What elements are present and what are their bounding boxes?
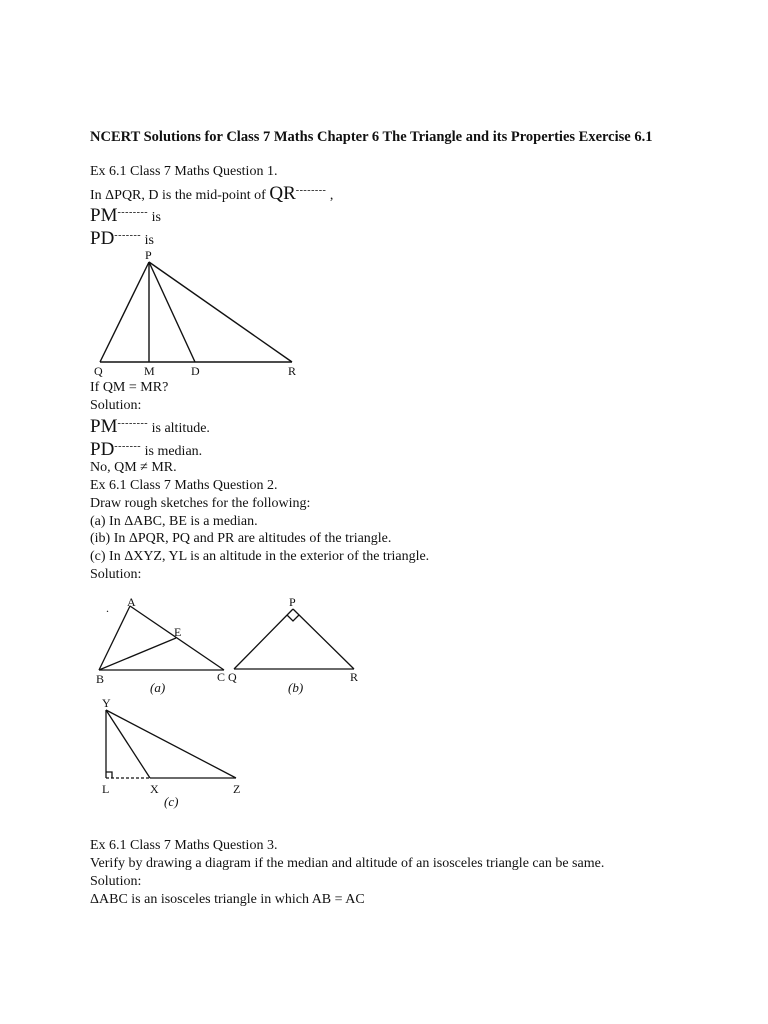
fig-b-label-r: R [350,670,359,684]
q2-part-b: (ib) In ΔPQR, PQ and PR are altitudes of the triangle. [90,531,392,546]
q3-statement: ΔABC is an isosceles triangle in which AB = AC [90,892,365,907]
q1-question: If QM = MR? [90,380,169,395]
q2-part-a: (a) In ΔABC, BE is a median. [90,514,258,529]
fig-a-label-b: B [96,672,105,686]
q1-answer-pd [90,438,202,461]
q1-solution-label: Solution: [90,398,142,413]
q1-statement [90,182,333,205]
side-ab [99,606,130,670]
fig-b-caption: (b) [288,680,304,695]
fig-a-label-a: A [127,595,136,609]
fig-c-label-l: L [102,782,110,796]
label-q: Q [94,364,103,378]
q2-heading: Ex 6.1 Class 7 Maths Question 2. [90,478,278,493]
q1-ans-pm-label: PM [90,416,118,437]
label-m: M [144,364,155,378]
q1-heading: Ex 6.1 Class 7 Maths Question 1. [90,164,278,179]
q1-pm-label: PM [90,205,118,226]
q1-triangle-diagram [90,248,320,378]
q3-solution-label: Solution: [90,874,142,889]
side-pq [234,609,293,669]
q1-pm-text: is [148,210,161,225]
fig-c-caption: (c) [164,794,179,809]
q2-figure-a [90,592,240,702]
label-r: R [288,364,297,378]
q1-pm-overline: -------- [117,207,149,218]
q1-pm-line [90,204,161,227]
side-pr [149,262,292,362]
q3-prompt: Verify by drawing a diagram if the median and altitude of an isosceles triangle can be same. [90,856,605,871]
q1-ans-pd-overline: ------- [114,441,142,452]
median-pd [149,262,195,362]
fig-b-label-q: Q [228,670,237,684]
fig-c-label-x: X [150,782,159,796]
q1-ans-pm-text: is altitude. [148,421,210,436]
fig-a-dot: . [106,601,109,615]
q2-solution-label: Solution: [90,567,142,582]
side-yx [106,710,150,778]
q1-ans-pd-label: PD [90,439,115,460]
right-angle-mark [106,772,112,778]
q2-part-c: (c) In ΔXYZ, YL is an altitude in the exterior of the triangle. [90,549,430,564]
label-d: D [191,364,200,378]
q1-pd-overline: ------- [114,230,142,241]
q1-final-answer: No, QM ≠ MR. [90,460,177,475]
page-title: NCERT Solutions for Class 7 Maths Chapter 6 The Triangle and its Properties Exercise 6.1 [90,129,653,145]
side-pr [293,609,354,669]
right-angle-mark [287,615,299,621]
q1-ans-pd-text: is median. [141,444,203,459]
q1-statement-end: , [326,188,334,203]
q1-pd-line [90,227,154,250]
q1-answer-pm [90,415,210,438]
fig-c-label-z: Z [233,782,241,796]
q2-figure-b [228,592,372,702]
q3-heading: Ex 6.1 Class 7 Maths Question 3. [90,838,278,853]
label-p: P [145,248,152,262]
q1-segment-qr: QR [269,183,296,204]
fig-a-caption: (a) [150,680,166,695]
q1-pd-text: is [141,233,154,248]
q1-ans-pm-overline: -------- [117,418,149,429]
q2-figure-c [90,696,260,811]
q1-statement-text: In ΔPQR, D is the mid-point of [90,188,270,203]
q2-prompt: Draw rough sketches for the following: [90,496,311,511]
q1-pd-label: PD [90,228,115,249]
median-be [99,638,176,670]
side-yz [106,710,236,778]
fig-c-label-y: Y [102,696,111,710]
fig-a-label-e: E [174,625,182,639]
fig-a-label-c: C [217,670,226,684]
q1-segment-qr-overline: -------- [295,185,327,196]
side-pq [100,262,149,362]
fig-b-label-p: P [289,595,296,609]
